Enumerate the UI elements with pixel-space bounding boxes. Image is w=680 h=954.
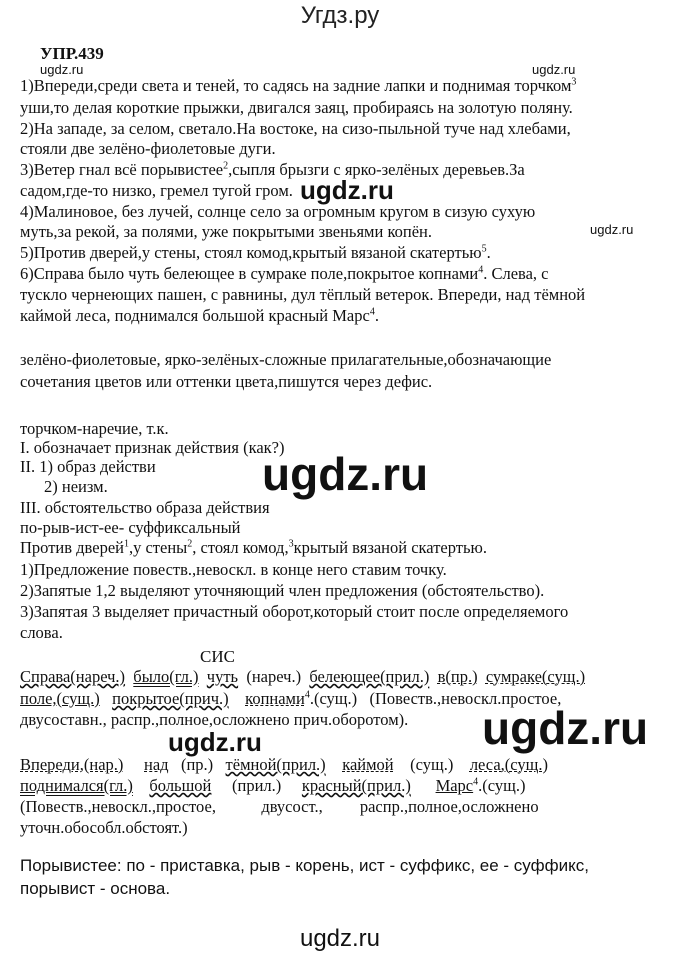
sentence-6-line-2: тускло чернеющих пашен, с равнины, дул тёплый ветерок. Впереди, над тёмной	[20, 285, 586, 304]
parse-1-line-1: Справа(нареч.) было(гл.) чуть (нареч.) белеющее(прил.) в(пр.) сумраке(сущ.)	[20, 667, 586, 686]
parse-label: СИС	[200, 647, 235, 666]
parse-2-line-3: (Повеств.,невоскл.,простое, двусост., распр.,полное,осложнено	[20, 797, 539, 816]
morph-line-2: I. обозначает признак действия (как?)	[20, 438, 285, 457]
morph-line-5: III. обстоятельство образа действия	[20, 498, 270, 517]
parse-2-line-2: поднимался(гл.) большой (прил.) красный(прил.) Марс$^4$.(сущ.)	[20, 776, 526, 795]
exercise-title: УПР.439	[40, 44, 104, 63]
sentence-3-line-1: 3)Ветер гнал всё порывистее$^2$,сыпля брызги с ярко-зелёных деревьев.За	[20, 160, 525, 179]
watermark: ugdz.ru	[590, 222, 634, 237]
sentence-6-line-1: 6)Справа было чуть белеющее в сумраке поле,покрытое копнами$^4$. Слева, с	[20, 264, 549, 283]
watermark: ugdz.ru	[262, 448, 429, 500]
sentence-3-line-2: садом,где-то низко, гремел тугой гром.	[20, 181, 293, 200]
parse-2-line-1: Впереди,(нар.) над (пр.) тёмной(прил.) каймой (сущ.) леса,(сущ.)	[20, 755, 548, 774]
sentence-6-line-3: каймой леса, поднимался большой красный Марс$^4$.	[20, 306, 379, 325]
watermark: ugdz.ru	[40, 62, 84, 77]
footer-watermark: ugdz.ru	[299, 925, 381, 952]
punct-note-3-line-1: 3)Запятая 3 выделяет причастный оборот,который стоит после определяемого	[20, 602, 569, 621]
watermark: ugdz.ru	[300, 175, 394, 205]
word-structure-line-1: Порывистее: по - приставка, рыв - корень, ист - суффикс, ее - суффикс,	[20, 856, 589, 875]
rule-line-2: сочетания цветов или оттенки цвета,пишутся через дефис.	[20, 372, 433, 391]
site-header: Угдз.ру	[300, 2, 380, 29]
sentence-2-line-1: 2)На западе, за селом, светало.На востоке, на сизо-пыльной туче над хлебами,	[20, 119, 571, 138]
sentence-2-line-2: стояли две зелёно-фиолетовые дуги.	[20, 139, 276, 158]
sentence-5: 5)Против дверей,у стены, стоял комод,крытый вязаной скатертью$^5$.	[20, 243, 491, 262]
sentence-4-line-2: муть,за рекой, за полями, уже покрытыми звеньями копён.	[20, 222, 432, 241]
morph-line-4: 2) неизм.	[44, 477, 108, 496]
watermark: ugdz.ru	[168, 727, 262, 757]
parse-1-line-3: двусоставн., распр.,полное,осложнено прич.оборотом).	[20, 710, 409, 729]
sentence-4-line-1: 4)Малиновое, без лучей, солнце село за огромным кругом в сизую сухую	[20, 202, 536, 221]
morph-line-3: II. 1) образ действи	[20, 457, 156, 476]
sentence-1-line-1: 1)Впереди,среди света и теней, то садясь на задние лапки и поднимая торчком$^3$	[20, 76, 577, 95]
word-structure-line-2: порывист - основа.	[20, 879, 171, 898]
watermark: ugdz.ru	[532, 62, 576, 77]
watermark: ugdz.ru	[482, 702, 649, 754]
parse-2-line-4: уточн.обособл.обстоят.)	[20, 818, 188, 837]
punct-note-1: 1)Предложение повеств.,невоскл. в конце него ставим точку.	[20, 560, 447, 579]
morph-line-6: по-рыв-ист-ее- суффиксальный	[20, 518, 241, 537]
punct-sentence: Против дверей$^1$,у стены$^2$, стоял комод,$^3$крытый вязаной скатертью.	[20, 538, 487, 557]
parse-1-line-2: поле,(сущ.) покрытое(прич.) копнами$^4$.(сущ.) (Повеств.,невоскл.простое,	[20, 689, 562, 708]
rule-line-1: зелёно-фиолетовые, ярко-зелёных-сложные прилагательные,обозначающие	[20, 350, 552, 369]
punct-note-3-line-2: слова.	[20, 623, 63, 642]
sentence-1-line-2: уши,то делая короткие прыжки, двигался заяц, пробираясь на золотую поляну.	[20, 98, 573, 117]
punct-note-2: 2)Запятые 1,2 выделяют уточняющий член предложения (обстоятельство).	[20, 581, 545, 600]
morph-line-1: торчком-наречие, т.к.	[20, 419, 169, 438]
